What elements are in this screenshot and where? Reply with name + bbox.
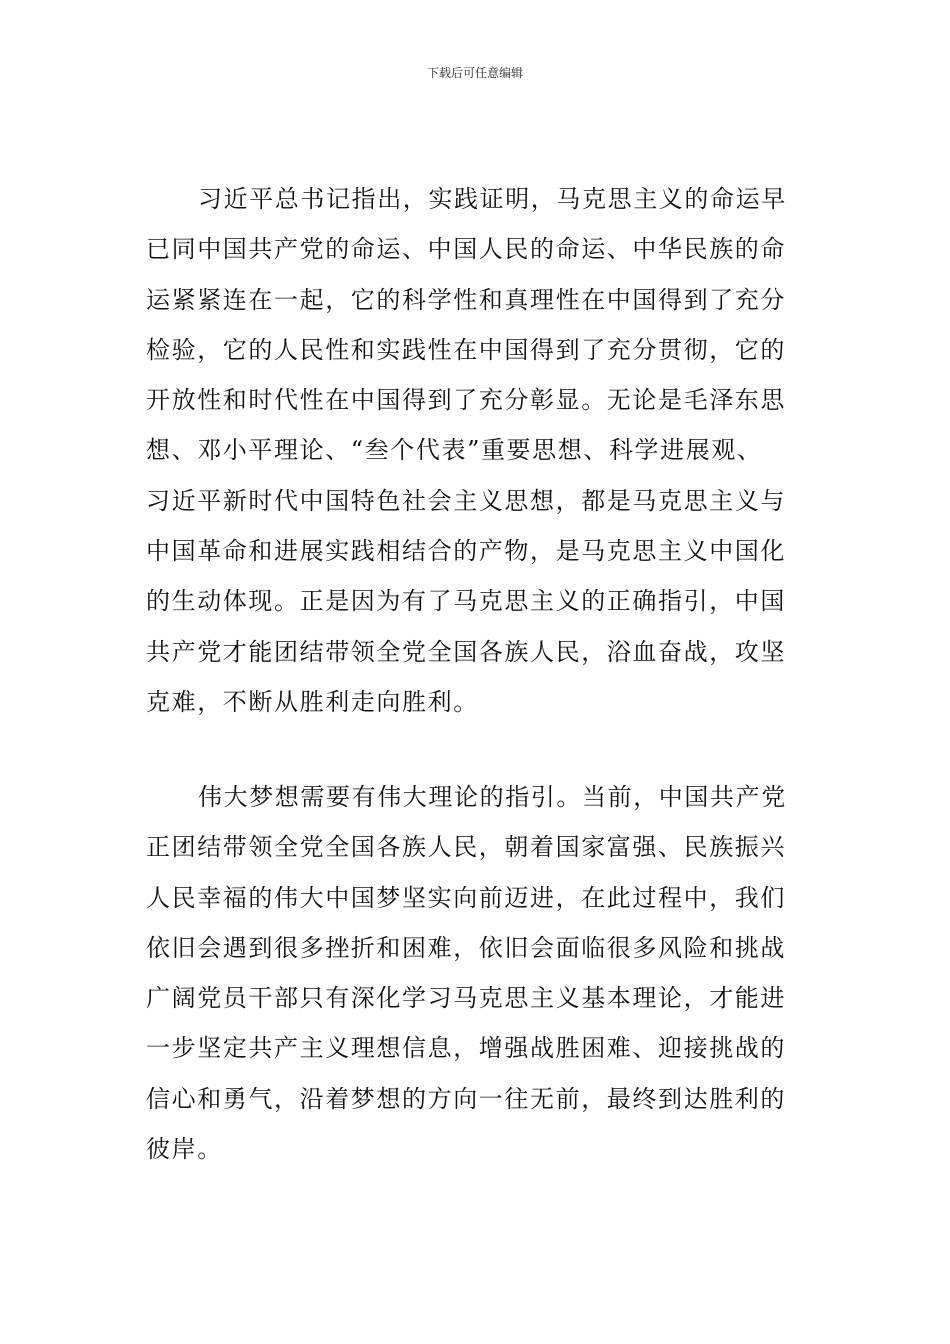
- page-header: 下载后可任意编辑: [426, 66, 523, 80]
- paragraph-line: 人民幸福的伟大中国梦坚实向前迈进，在此过程中，我们: [146, 883, 786, 912]
- paragraph-line: 一步坚定共产主义理想信息，增强战胜困难、迎接挑战的: [146, 1034, 786, 1063]
- paragraph-line: 彼岸。: [146, 1135, 223, 1164]
- paragraph-line: 信心和勇气，沿着梦想的方向一往无前，最终到达胜利的: [146, 1084, 786, 1113]
- paragraph-line: 习近平总书记指出，实践证明，马克思主义的命运早: [198, 185, 787, 213]
- paragraph-line: 检验，它的人民性和实践性在中国得到了充分贯彻，它的: [146, 335, 786, 364]
- paragraph-line: 中国革命和进展实践相结合的产物，是马克思主义中国化: [146, 537, 786, 566]
- paragraph-line: 习近平新时代中国特色社会主义思想，都是马克思主义与: [146, 486, 786, 515]
- paragraph-line: 依旧会遇到很多挫折和困难，依旧会面临很多风险和挑战: [146, 933, 786, 962]
- paragraph-line: 共产党才能团结带领全党全国各族人民，浴血奋战，攻坚: [146, 637, 786, 666]
- paragraph-line: 广阔党员干部只有深化学习马克思主义基本理论，才能进: [146, 984, 786, 1013]
- paragraph-line: 运紧紧连在一起，它的科学性和真理性在中国得到了充分: [146, 285, 786, 314]
- paragraph-2: [146, 772, 806, 1174]
- paragraph-line: 开放性和时代性在中国得到了充分彰显。无论是毛泽东思: [146, 386, 786, 415]
- paragraph-line: 已同中国共产党的命运、中国人民的命运、中华民族的命: [146, 235, 786, 264]
- paragraph-line: 想、邓小平理论、“叁个代表”重要思想、科学进展观、: [146, 436, 763, 465]
- paragraph-line: 的生动体现。正是因为有了马克思主义的正确指引，中国: [146, 587, 786, 616]
- paragraph-line: 正团结带领全党全国各族人民，朝着国家富强、民族振兴: [146, 833, 786, 862]
- paragraph-1: [146, 174, 806, 727]
- paragraph-line: 克难，不断从胜利走向胜利。: [146, 687, 479, 716]
- paragraph-line: 伟大梦想需要有伟大理论的指引。当前，中国共产党: [198, 783, 787, 811]
